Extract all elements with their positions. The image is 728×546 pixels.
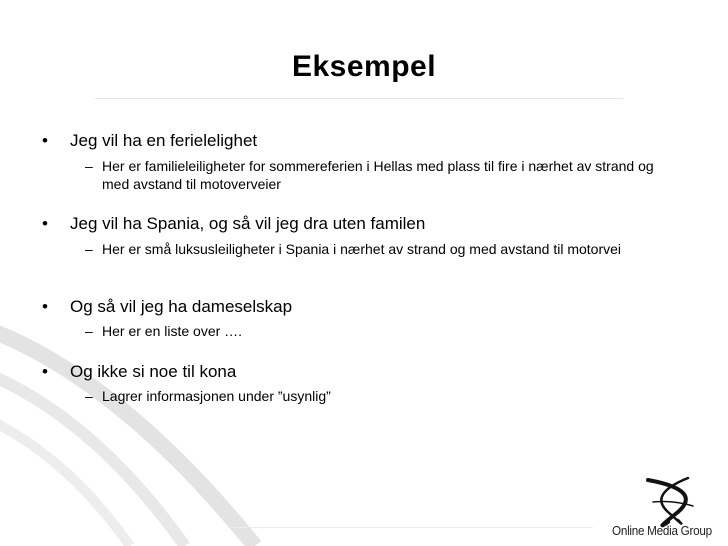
bullet-text: Jeg vil ha Spania, og så vil jeg dra uten familen [70, 214, 426, 233]
footer-divider [228, 527, 593, 528]
sub-bullet-text: Lagrer informasjonen under ”usynlig” [102, 388, 331, 404]
company-logo-text: Online Media Group [612, 523, 712, 538]
slide-title: Eksempel [291, 50, 437, 83]
bullet-text: Og så vil jeg ha dameselskap [70, 297, 293, 316]
bullet-marker: • [42, 362, 48, 381]
bullet-marker: • [42, 297, 48, 316]
bullet-text: Og ikke si noe til kona [70, 362, 237, 381]
bullet-marker: • [42, 214, 48, 233]
sub-bullet-text: Her er små luksusleiligheter i Spania i nærhet av strand og med avstand til motorvei [102, 241, 622, 257]
title-divider [95, 98, 623, 99]
sub-bullet-text: Her er en liste over …. [102, 323, 243, 339]
sub-bullet-marker: – [85, 323, 93, 339]
sub-bullet-text: Her er familieleiligheter for sommereferien i Hellas med plass til fire i nærhet av strand og med avstand til motoverveier [102, 158, 654, 192]
sub-bullet-marker: – [85, 158, 93, 174]
bullet-marker: • [42, 131, 48, 150]
sub-bullet-marker: – [85, 241, 93, 257]
sub-bullet-marker: – [85, 388, 93, 404]
bullet-text: Jeg vil ha en ferielelighet [70, 131, 258, 150]
